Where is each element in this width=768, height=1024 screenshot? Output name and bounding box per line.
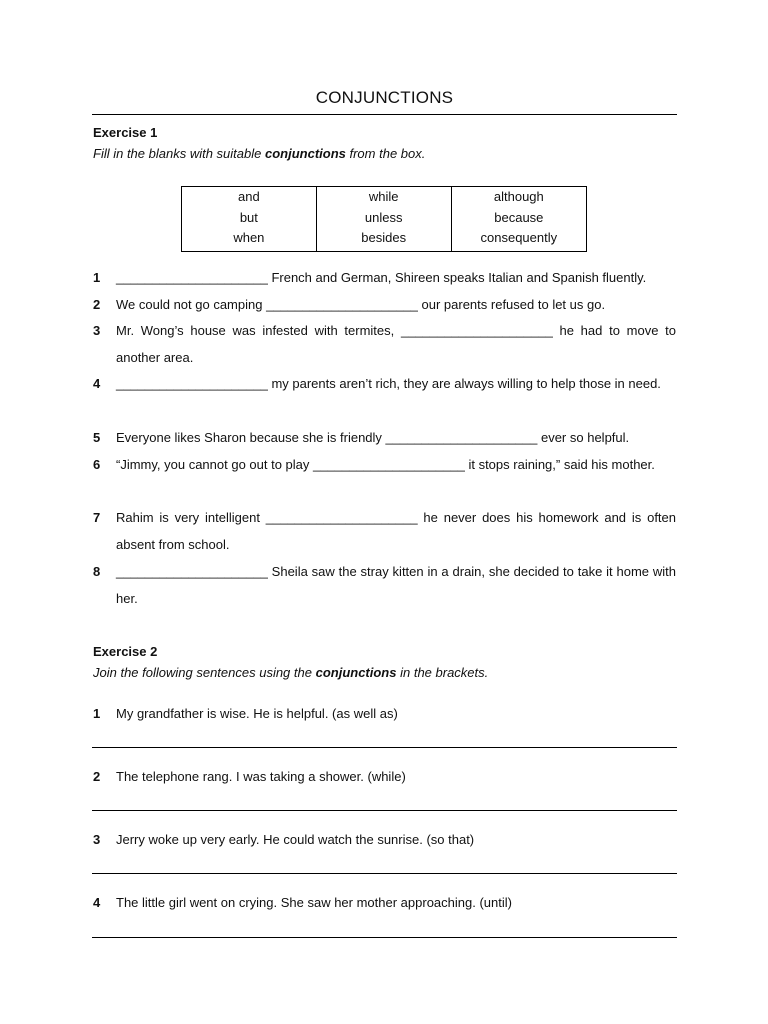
answer-line[interactable] [92,810,677,811]
answer-line[interactable] [92,937,677,938]
item-number: 5 [93,430,101,445]
page-title: CONJUNCTIONS [315,88,454,107]
item-sentence: We could not go camping _____________________ our parents refused to let us go. [116,297,606,312]
conjunction-word-box [181,186,587,252]
item-sentence: My grandfather is wise. He is helpful. (as well as) [116,706,398,721]
answer-line[interactable] [92,747,677,748]
exercise-2-instruction-bold: conjunctions [315,665,397,680]
item-number: 8 [93,564,101,579]
item-number: 3 [93,832,101,847]
word-box-word: consequently [480,230,558,245]
item-number: 2 [93,297,101,312]
item-sentence: _____________________ Sheila saw the stray kitten in a drain, she decided to take it home with her. [116,564,676,606]
exercise-1-item [93,424,676,451]
word-box-word: unless [364,209,403,225]
exercise-2-heading: Exercise 2 [93,644,158,659]
item-sentence: _____________________ my parents aren’t rich, they are always willing to help those in need. [116,376,661,391]
exercise-1-item [93,370,676,397]
item-number: 2 [93,769,101,784]
exercise-2-item [93,826,676,853]
exercise-1-item [93,558,676,612]
word-box-column-3 [451,187,586,252]
word-box-word: when [233,230,265,245]
item-sentence: Everyone likes Sharon because she is friendly _____________________ ever so helpful. [116,430,630,445]
item-sentence: Mr. Wong’s house was infested with termites, _____________________ he had to move to another area. [116,323,676,365]
answer-line[interactable] [92,873,677,874]
exercise-2-instruction [93,665,488,680]
item-sentence: The telephone rang. I was taking a shower. (while) [116,769,406,784]
word-box-word: because [494,209,544,225]
item-number: 1 [93,706,101,721]
exercise-1-item [93,317,676,371]
title-underline [92,114,677,115]
exercise-1-instruction [93,146,425,161]
item-sentence: The little girl went on crying. She saw her mother approaching. (until) [116,895,512,910]
item-number: 4 [93,376,101,391]
word-box-word: while [368,189,399,204]
exercise-2-instruction-post: in the brackets. [396,665,489,680]
item-number: 6 [93,457,101,472]
exercise-1-heading: Exercise 1 [93,125,158,140]
exercise-2-item [93,889,676,916]
item-sentence: “Jimmy, you cannot go out to play _____________________ it stops raining,” said his mother. [116,457,655,472]
item-sentence: Rahim is very intelligent _____________________ he never does his homework and is often absent from school. [116,510,676,552]
item-number: 3 [93,323,101,338]
item-sentence: _____________________ French and German, Shireen speaks Italian and Spanish fluently. [116,270,647,285]
exercise-1-instruction-bold: conjunctions [264,146,346,161]
exercise-1-instruction-post: from the box. [345,146,426,161]
exercise-1-instruction-pre: Fill in the blanks with suitable [93,146,265,161]
item-number: 1 [93,270,101,285]
word-box-word: besides [361,230,407,245]
word-box-word: although [493,189,544,204]
exercise-2-item [93,763,676,790]
word-box-column-2 [316,187,451,252]
item-number: 7 [93,510,101,525]
exercise-1-item [93,264,676,291]
word-box-column-1 [182,187,317,252]
exercise-2-instruction-pre: Join the following sentences using the [93,665,316,680]
exercise-1-item [93,504,676,558]
item-number: 4 [93,895,101,910]
word-box-word: and [238,189,260,204]
item-sentence: Jerry woke up very early. He could watch the sunrise. (so that) [116,832,475,847]
exercise-1-item [93,291,676,318]
word-box-word: but [239,209,258,225]
exercise-2-item [93,700,676,727]
exercise-1-item [93,451,676,478]
